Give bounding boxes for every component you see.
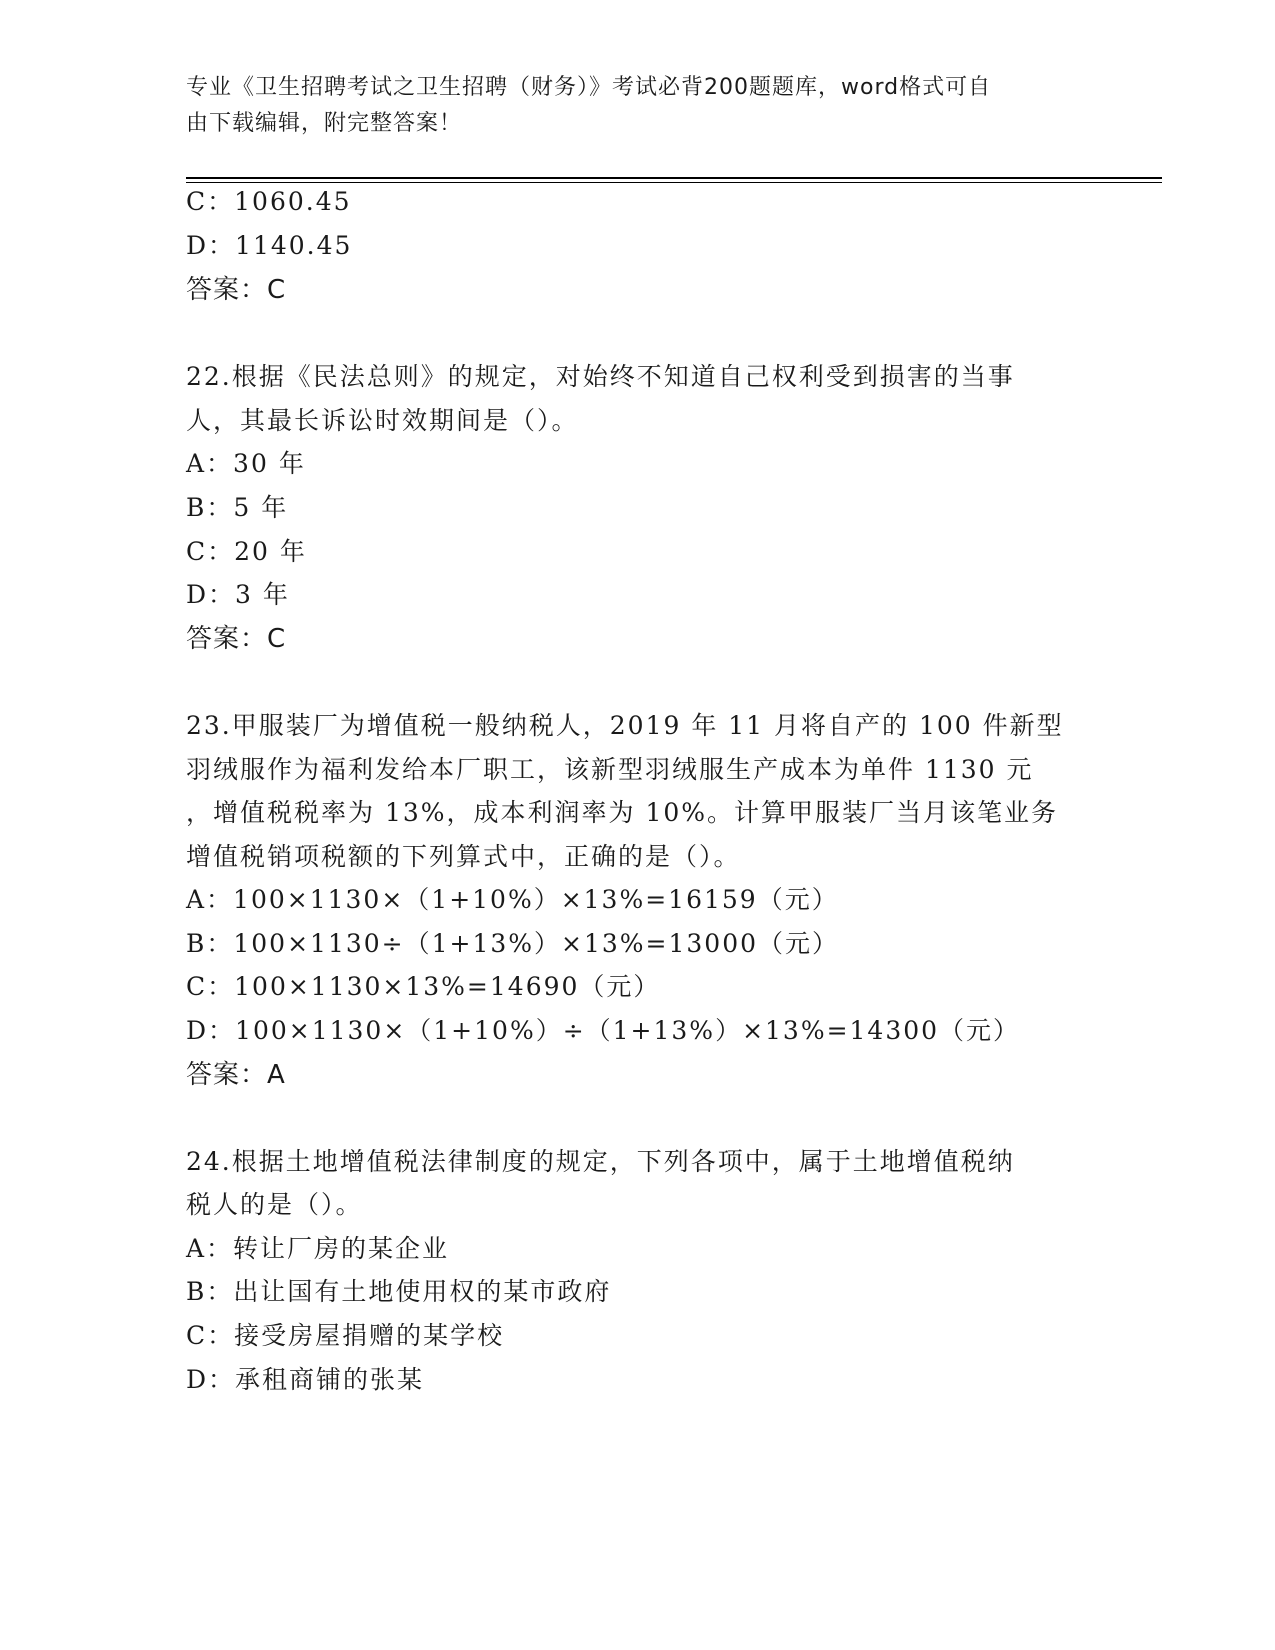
q23-option-b: B：100×1130÷（1+13%）×13%=13000（元） <box>186 929 840 958</box>
prev-option-c: C：1060.45 <box>186 187 352 216</box>
header-line-2: 由下载编辑，附完整答案！ <box>186 111 463 136</box>
q24-option-a: A：转让厂房的某企业 <box>186 1234 450 1263</box>
q23-option-c: C：100×1130×13%=14690（元） <box>186 972 661 1001</box>
prev-option-d: D：1140.45 <box>186 231 353 260</box>
q23-stem-line-1: 23.甲服装厂为增值税一般纳税人，2019 年 11 月将自产的 100 件新型 <box>186 711 1064 740</box>
header-line-1: 专业《卫生招聘考试之卫生招聘（财务）》考试必背200题题库，word格式可自 <box>186 75 992 100</box>
q24-option-c: C：接受房屋捐赠的某学校 <box>186 1321 505 1350</box>
q22-option-b: B：5 年 <box>186 493 289 522</box>
q22-option-a: A：30 年 <box>186 449 306 478</box>
page-header <box>186 70 1086 142</box>
q24-option-b: B：出让国有土地使用权的某市政府 <box>186 1277 612 1306</box>
prev-answer: 答案：C <box>186 275 287 305</box>
header-rule-thin <box>186 182 1162 183</box>
q22-stem-line-1: 22.根据《民法总则》的规定，对始终不知道自己权利受到损害的当事 <box>186 362 1015 391</box>
q22-stem-line-2: 人，其最长诉讼时效期间是（）。 <box>186 406 579 435</box>
q23-stem-line-4: 增值税销项税额的下列算式中，正确的是（）。 <box>186 842 741 871</box>
q24-option-d: D：承租商铺的张某 <box>186 1365 425 1394</box>
q22-option-c: C：20 年 <box>186 537 307 566</box>
q23-answer: 答案：A <box>186 1060 286 1090</box>
q24-stem-line-1: 24.根据土地增值税法律制度的规定，下列各项中，属于土地增值税纳 <box>186 1147 1015 1176</box>
q23-option-a: A：100×1130×（1+10%）×13%=16159（元） <box>186 885 839 914</box>
q23-option-d: D：100×1130×（1+10%）÷（1+13%）×13%=14300（元） <box>186 1016 1021 1045</box>
q23-stem-line-3: ，增值税税率为 13%，成本利润率为 10%。计算甲服装厂当月该笔业务 <box>186 798 1059 827</box>
q23-stem-line-2: 羽绒服作为福利发给本厂职工，该新型羽绒服生产成本为单件 1130 元 <box>186 755 1034 784</box>
q24-stem-line-2: 税人的是（）。 <box>186 1190 363 1219</box>
q22-answer: 答案：C <box>186 624 287 654</box>
header-rule <box>186 177 1162 179</box>
q22-option-d: D：3 年 <box>186 580 290 609</box>
